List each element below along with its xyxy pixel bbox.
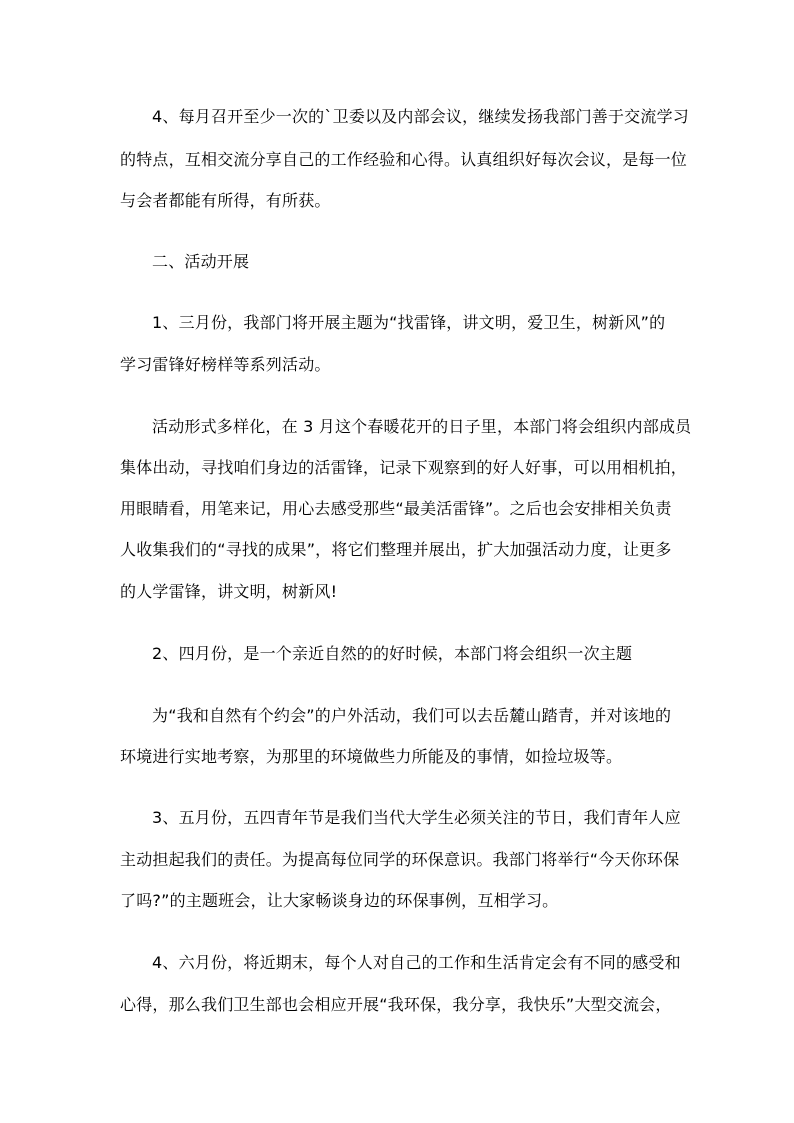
paragraph-april-line-1: 2、四月份，是一个亲近自然的的好时候，本部门将会组织一次主题 [152, 644, 633, 663]
paragraph-march-line-2: 学习雷锋好榜样等系列活动。 [120, 355, 331, 374]
paragraph-may-line-1: 3、五月份，五四青年节是我们当代大学生必须关注的节日，我们青年人应 [152, 808, 681, 827]
paragraph-4-meetings-line-3: 与会者都能有所得，有所获。 [120, 191, 331, 210]
paragraph-june-line-2: 心得，那么我们卫生部也会相应开展“我环保，我分享，我快乐”大型交流会， [120, 995, 672, 1014]
paragraph-format-line-3: 用眼睛看，用笔来记，用心去感受那些“最美活雷锋”。之后也会安排相关负责 [120, 499, 672, 518]
paragraph-format-line-1: 活动形式多样化，在 3 月这个春暖花开的日子里，本部门将会组织内部成员 [152, 417, 692, 436]
paragraph-format-line-2: 集体出动，寻找咱们身边的活雷锋，记录下观察到的好人好事，可以用相机拍， [120, 458, 688, 477]
paragraph-format-line-5: 的人学雷锋，讲文明，树新风! [120, 582, 338, 601]
paragraph-april-line-3: 环境进行实地考察，为那里的环境做些力所能及的事情，如捡垃圾等。 [120, 747, 623, 766]
paragraph-june-line-1: 4、六月份，将近期末，每个人对自己的工作和生活肯定会有不同的感受和 [152, 953, 681, 972]
paragraph-april-line-2: 为“我和自然有个约会”的户外活动，我们可以去岳麓山踏青，并对该地的 [152, 706, 672, 725]
paragraph-march-line-1: 1、三月份，我部门将开展主题为“找雷锋，讲文明，爱卫生，树新风”的 [152, 313, 666, 332]
paragraph-4-meetings-line-1: 4、每月召开至少一次的`卫委以及内部会议，继续发扬我部门善于交流学习 [152, 107, 689, 126]
paragraph-format-line-4: 人收集我们的“寻找的成果”，将它们整理并展出，扩大加强活动力度，让更多 [120, 540, 672, 559]
section-heading-activities: 二、活动开展 [152, 252, 250, 271]
paragraph-may-line-2: 主动担起我们的责任。为提高每位同学的环保意识。我部门将举行“今天你环保 [120, 850, 680, 869]
paragraph-4-meetings-line-2: 的特点，互相交流分享自己的工作经验和心得。认真组织好每次会议，是每一位 [120, 150, 688, 169]
paragraph-may-line-3: 了吗?”的主题班会，让大家畅谈身边的环保事例，互相学习。 [120, 891, 559, 910]
